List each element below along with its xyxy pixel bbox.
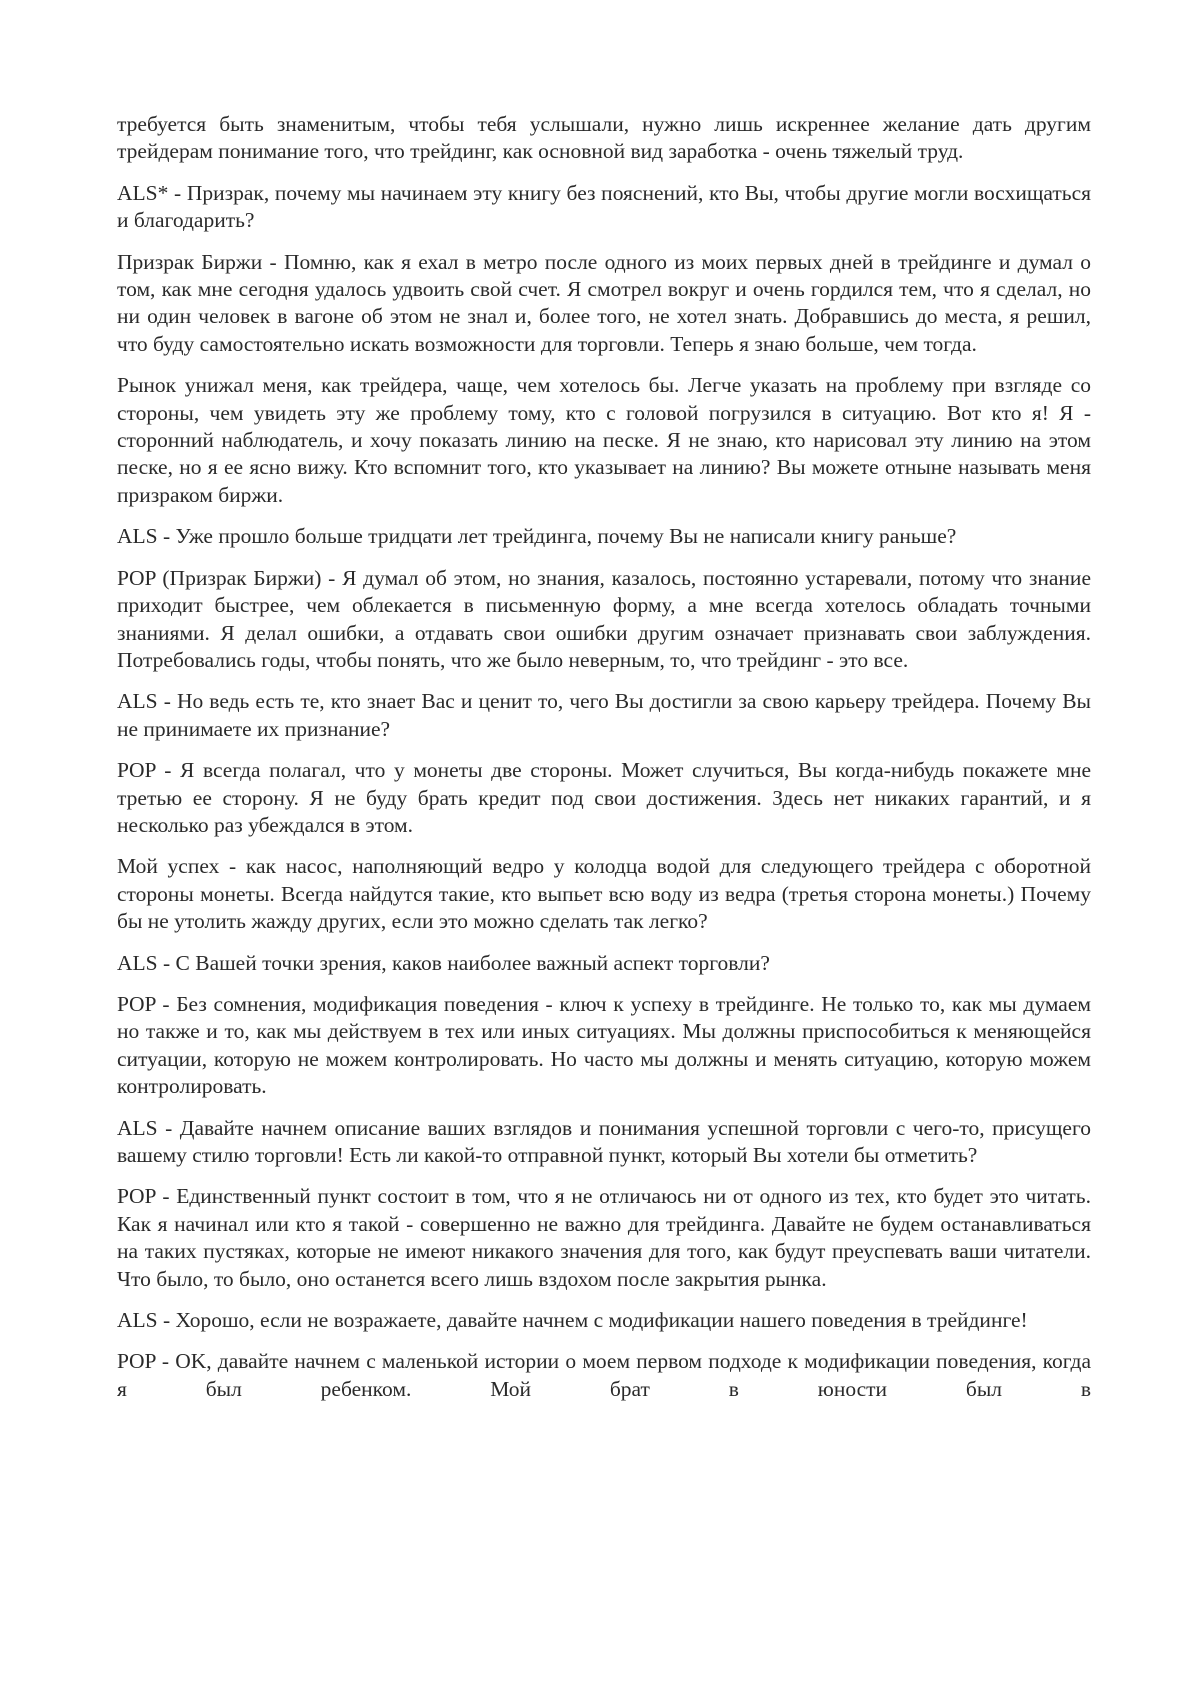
paragraph-pop-answer-5: POP - Единственный пункт состоит в том, что я не отличаюсь ни от одного из тех, кто будет это читать. Как я начинал или кто я такой - совершенно не важно для трейдинга. Давайте не будем останавливаться на таких пустяках, которые не имеют никакого значения для того, как будут преуспевать ваши читатели. Что было, то было, оно останется всего лишь вздохом после закрытия рынка. — [117, 1184, 1091, 1291]
paragraph-pop-answer-4: POP - Без сомнения, модификация поведения - ключ к успеху в трейдинге. Не только то, как мы думаем но также и то, как мы действуем в тех или иных ситуациях. Мы должны приспособиться к меняющейся ситуации, которую не можем контролировать. Но часто мы должны и менять ситуацию, которую можем контролировать. — [117, 991, 1091, 1099]
paragraph-pop-answer-3: POP - Я всегда полагал, что у монеты две стороны. Может случиться, Вы когда-нибудь покажете мне третью ее сторону. Я не буду брать кредит под свои достижения. Здесь нет никаких гарантий, и я несколько раз убеждался в этом. — [117, 758, 1091, 837]
paragraph-pop-answer-6: POP - OK, давайте начнем с маленькой истории о моем первом подходе к модификации поведения, когда я был ребенком. Мой брат в юности был в — [117, 1349, 1091, 1401]
paragraph-ghost-answer-1-cont: Рынок унижал меня, как трейдера, чаще, чем хотелось бы. Легче указать на проблему при взгляде со стороны, чем увидеть эту же проблему тому, кто с головой погрузился в ситуацию. Вот кто я! Я - сторонний наблюдатель, и хочу показать линию на песке. Я не знаю, кто нарисовал эту линию на этом песке, но я ее ясно вижу. Кто вспомнит того, кто указывает на линию? Вы можете отныне называть меня призраком биржи. — [117, 373, 1091, 507]
document-page — [117, 111, 1091, 1417]
paragraph-pop-answer-3-cont: Мой успех - как насос, наполняющий ведро у колодца водой для следующего трейдера с оборотной стороны монеты. Всегда найдутся такие, кто выпьет всю воду из ведра (третья сторона монеты.) Почему бы не утолить жажду других, если это можно сделать так легко? — [117, 854, 1091, 934]
paragraph-intro-continuation: требуется быть знаменитым, чтобы тебя услышали, нужно лишь искреннее желание дать другим трейдерам понимание того, что трейдинг, как основной вид заработка - очень тяжелый труд. — [117, 112, 1091, 164]
paragraph-als-question-5: ALS - Давайте начнем описание ваших взглядов и понимания успешной торговли с чего-то, присущего вашему стилю торговли! Есть ли какой-то отправной пункт, который Вы хотели бы отметить? — [117, 1115, 1091, 1167]
paragraph-pop-answer-2: POP (Призрак Биржи) - Я думал об этом, но знания, казалось, постоянно устаревали, потому что знание приходит быстрее, чем облекается в письменную форму, а мне всегда хотелось обладать точными знаниями. Я делал ошибки, а отдавать свои ошибки другим означает признавать свои заблуждения. Потребовались годы, чтобы понять, что же было неверным, то, что трейдинг - это все. — [117, 565, 1091, 672]
paragraph-als-question-6: ALS - Хорошо, если не возражаете, давайте начнем с модификации нашего поведения в трейдинге! — [117, 1308, 1028, 1333]
paragraph-als-question-1: ALS* - Призрак, почему мы начинаем эту книгу без пояснений, кто Вы, чтобы другие могли восхищаться и благодарить? — [117, 180, 1091, 233]
paragraph-als-question-3: ALS - Но ведь есть те, кто знает Вас и ценит то, чего Вы достигли за свою карьеру трейдера. Почему Вы не принимаете их признание? — [117, 689, 1091, 741]
paragraph-als-question-4: ALS - С Вашей точки зрения, каков наиболее важный аспект торговли? — [117, 950, 770, 975]
paragraph-als-question-2: ALS - Уже прошло больше тридцати лет трейдинга, почему Вы не написали книгу раньше? — [117, 524, 957, 549]
paragraph-ghost-answer-1: Призрак Биржи - Помню, как я ехал в метро после одного из моих первых дней в трейдинге и думал о том, как мне сегодня удалось удвоить свой счет. Я смотрел вокруг и очень гордился тем, что я сделал, но ни один человек в вагоне об этом не знал и, более того, не хотел знать. Добравшись до места, я решил, что буду самостоятельно искать возможности для торговли. Теперь я знаю больше, чем тогда. — [117, 249, 1091, 356]
